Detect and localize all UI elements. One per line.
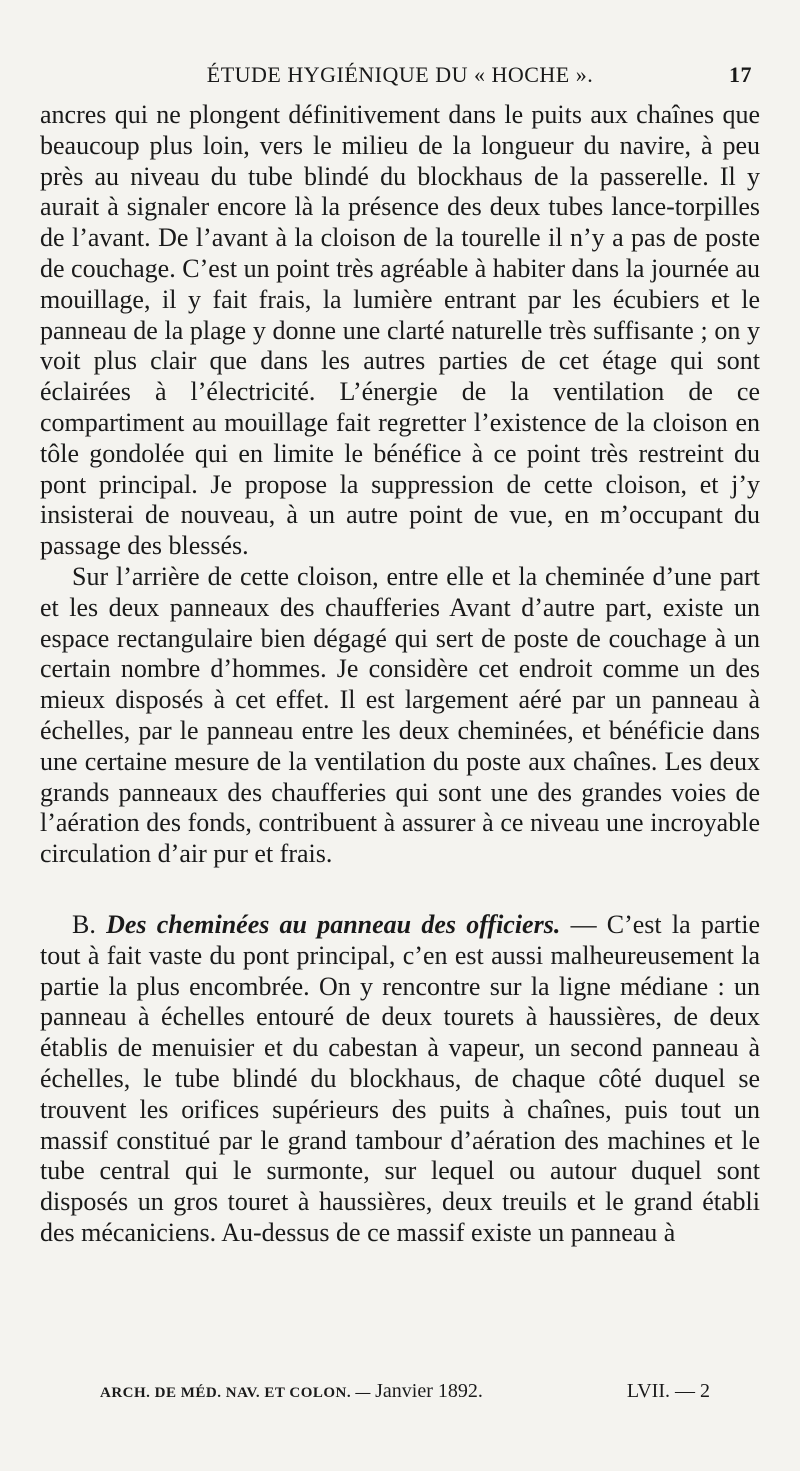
page-number: 17 xyxy=(729,62,752,87)
footer-volume: LVII. — 2 xyxy=(626,1380,710,1402)
running-header xyxy=(40,62,760,94)
body-text xyxy=(40,100,760,1249)
running-title: ÉTUDE HYGIÉNIQUE DU « HOCHE ». xyxy=(206,62,594,87)
footer-journal xyxy=(100,1380,483,1403)
section-title: Des cheminées au panneau des officiers. xyxy=(106,909,561,939)
footer-date: Janvier 1892. xyxy=(375,1380,483,1402)
paragraph: Sur l’arrière de cette cloison, entre elle et la cheminée d’une part et les deux panneaux des chaufferies Avant d’autre part, existe un espace rectangulaire bien dégagé qui sert de poste de couchage à un certain nombre d’hommes. Je considère cet endroit comme un des mieux disposés à cet effet. Il est largement aéré par un panneau à échelles, par le panneau entre les deux cheminées, et bénéficie dans une certaine mesure de la ventilation du poste aux chaînes. Les deux grands panneaux des chaufferies qui sont une des grandes voies de l’aération des fonds, contribuent à assurer à ce niveau une incroyable circulation d’air pur et frais. xyxy=(40,561,760,869)
section-paragraph xyxy=(40,910,760,1249)
page-footer xyxy=(100,1380,710,1410)
section-label: B. xyxy=(72,909,96,939)
section-text: — C’est la partie tout à fait vaste du pont principal, c’en est aussi malheureusement la partie la plus encombrée. On y rencontre sur la ligne médiane : un panneau à échelles entouré de deux tourets à haussières, de deux établis de menuisier et du cabestan à vapeur, un second panneau à échelles, le tube blindé du blockhaus, de chaque côté duquel se trouvent les orifices supérieurs des puits à chaînes, puis tout un massif constitué par le grand tambour d’aération des machines et le tube central qui le surmonte, sur lequel ou autour duquel sont disposés un gros touret à haussières, deux treuils et le grand établi des mécaniciens. Au-dessus de ce massif existe un panneau à xyxy=(40,909,761,1247)
paragraph: ancres qui ne plongent définitivement dans le puits aux chaînes que beaucoup plus loin, vers le milieu de la longueur du navire, à peu près au niveau du tube blindé du blockhaus de la passerelle. Il y aurait à signaler encore là la présence des deux tubes lance-torpilles de l’avant. De l’avant à la cloison de la tourelle il n’y a pas de poste de couchage. C’est un point très agréable à habiter dans la journée au mouillage, il y fait frais, la lumière entrant par les écubiers et le panneau de la plage y donne une clarté naturelle très suffisante ; on y voit plus clair que dans les autres parties de cet étage qui sont éclairées à l’électricité. L’énergie de la ventilation de ce compartiment au mouillage fait regretter l’existence de la cloison en tôle gondolée qui en limite le bénéfice à ce point très restreint du pont principal. Je propose la suppression de cette cloison, et j’y insisterai de nouveau, à un autre point de vue, en m’occupant du passage des blessés. xyxy=(40,100,760,561)
footer-journal-name: ARCH. DE MÉD. NAV. ET COLON. — xyxy=(100,1385,371,1401)
